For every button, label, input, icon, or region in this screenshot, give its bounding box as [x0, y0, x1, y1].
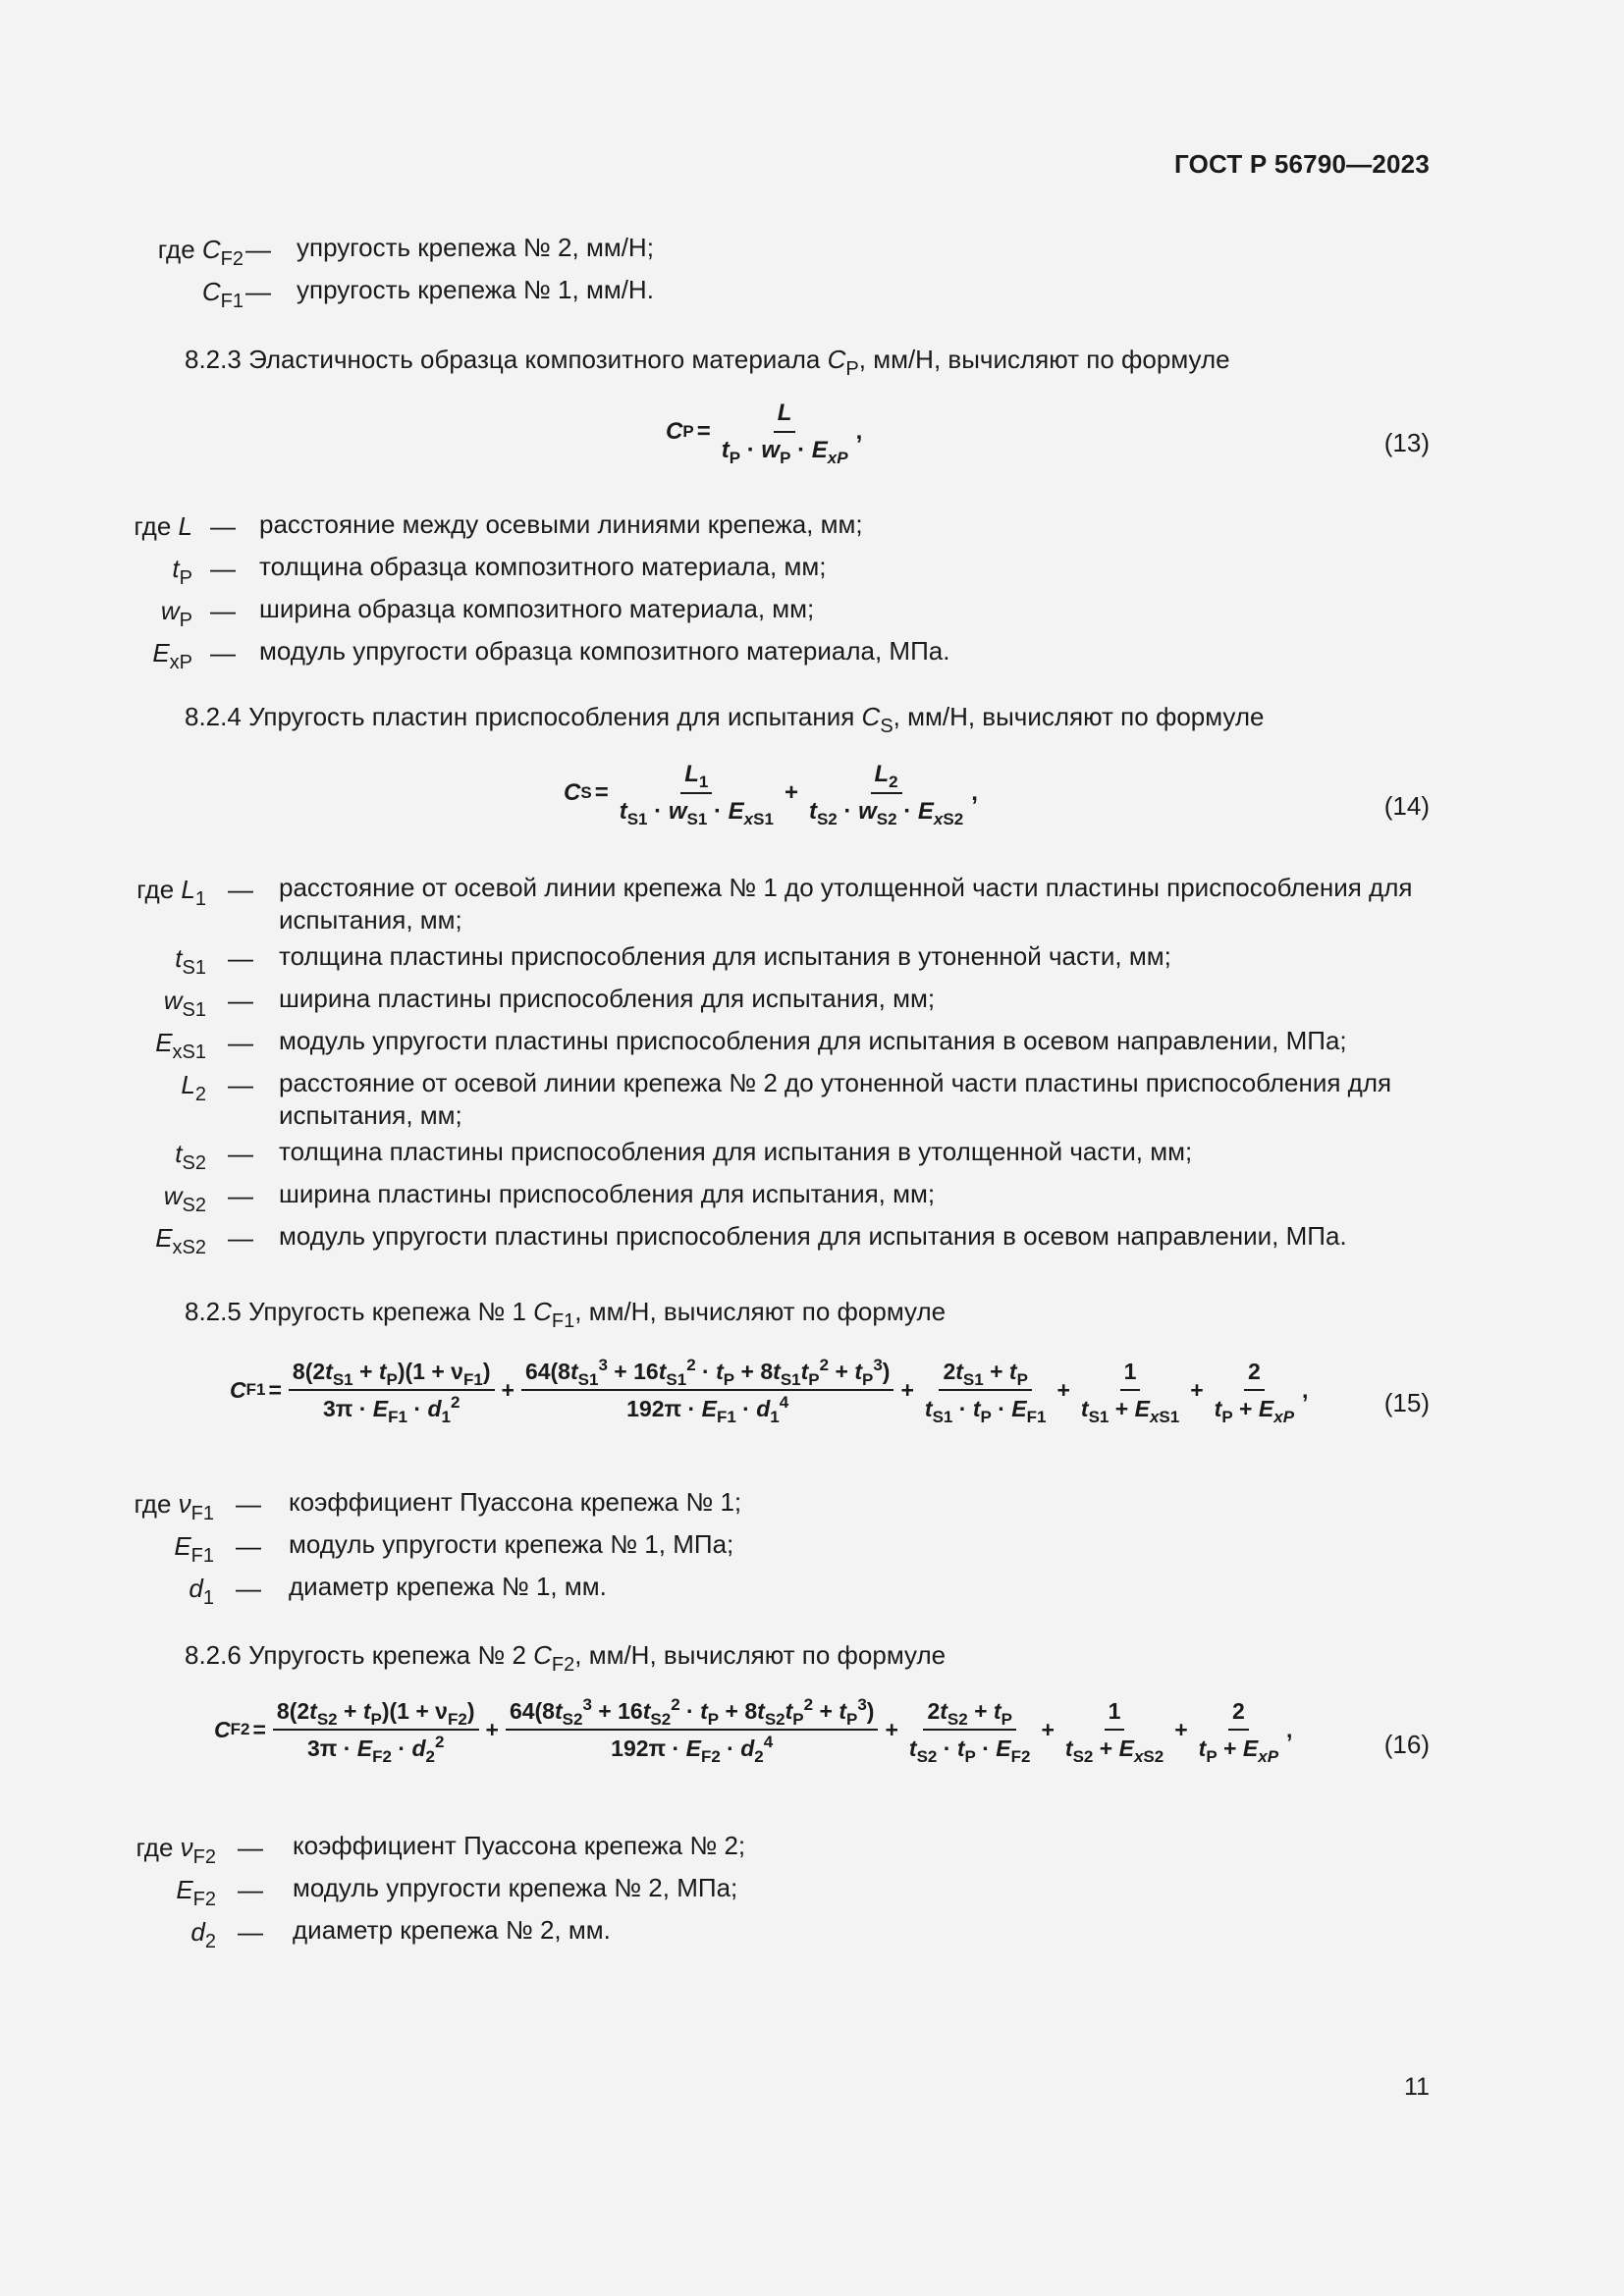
clause-8-2-6: [185, 1637, 1430, 1676]
symbol-subscript: 1: [202, 1587, 214, 1609]
definition-symbol: [126, 983, 206, 1021]
symbol-letter: ν: [180, 1833, 193, 1862]
definition-text: модуль упругости крепежа № 2, МПа;: [293, 1873, 738, 1902]
clause-text-after: , мм/Н, вычисляют по формуле: [574, 1640, 947, 1670]
definition-text: модуль упругости пластины приспособления для испытания в осевом направлении, МПа.: [279, 1221, 1347, 1251]
clause-symbol: C: [827, 345, 846, 374]
definition-symbol: [126, 1136, 206, 1174]
definition-prefix: где: [134, 1489, 179, 1519]
symbol-letter: t: [175, 943, 183, 973]
definition-symbol: [126, 1486, 214, 1522]
definition-dash: —: [210, 511, 236, 541]
definition-prefix: где: [157, 235, 202, 264]
clause-number: 8.2.3: [185, 345, 242, 374]
definition-list-e: [126, 1830, 1430, 1956]
symbol-subscript: F1: [220, 291, 244, 312]
definition-text: упругость крепежа № 1, мм/Н.: [297, 275, 654, 304]
symbol-letter: t: [172, 554, 180, 583]
clause-8-2-3: [185, 342, 1430, 380]
definition-symbol: [126, 1220, 206, 1258]
symbol-letter: C: [201, 277, 221, 306]
definition-dash: —: [245, 277, 271, 306]
definition-item: [126, 1914, 1430, 1956]
definition-dash: —: [238, 1917, 263, 1947]
definition-item: [126, 508, 1430, 551]
symbol-subscript: S2: [182, 1195, 206, 1216]
definition-item: [126, 1067, 1430, 1136]
definition-dash: —: [238, 1833, 263, 1862]
definition-symbol: [126, 508, 192, 544]
definition-symbol: [126, 940, 206, 979]
symbol-letter: C: [201, 235, 221, 264]
definition-text: расстояние между осевыми линиями крепежа, мм;: [259, 509, 863, 539]
symbol-letter: E: [155, 1028, 173, 1057]
definition-symbol: [126, 593, 192, 631]
symbol-subscript: 2: [204, 1931, 216, 1952]
definition-dash: —: [210, 554, 236, 583]
definition-dash: —: [228, 1070, 253, 1099]
definition-item: [126, 593, 1430, 635]
definition-prefix: где: [136, 875, 182, 904]
symbol-letter: L: [181, 875, 195, 904]
definition-item: [126, 1872, 1430, 1914]
clause-text-after: , мм/Н, вычисляют по формуле: [858, 345, 1230, 374]
symbol-letter: ν: [178, 1489, 191, 1519]
symbol-subscript: F2: [192, 1889, 216, 1910]
definition-prefix: где: [134, 511, 179, 541]
formula-14: C S = $\frac{L_1}{t_{S1} \cdot w_{S1} \cdot E_{xS1}}$ + $\frac{L_2}{t_{S2} \cdot w_{S2} \cdot E_{xS2}}$ ,: [564, 761, 978, 828]
clause-text-before: Эластичность образца композитного материала: [248, 345, 828, 374]
symbol-letter: E: [176, 1875, 193, 1904]
equation-number-16: (16): [1383, 1730, 1430, 1759]
formula-16: C F2 = $\frac{8(2t_{S2} + t_P)(1 + \nu_{F2})}{3\pi \cdot E_{F2} \cdot d_2^2}$ + $\frac{64(8t_{S2}^3 + 16t_{S2}^2 \cdot t_P + 8t_{S2}t_P^2 + t_P^3)}{192\pi \cdot E_{F2} \cdot d_2^4}$ + $\frac{2t_{S2} + t_P}{t_{S2} \cdot t_P \cdot E_{F2}}$ + $\frac{1}{t_{S2} + E_{xS2}}$ + $\frac{2}{t_P + E_{xP}}$ ,: [214, 1695, 1293, 1766]
definition-symbol: [126, 635, 192, 673]
definition-dash: —: [245, 235, 271, 264]
clause-symbol: C: [533, 1297, 552, 1326]
equation-number-13: (13): [1383, 428, 1430, 457]
definition-text: диаметр крепежа № 1, мм.: [289, 1572, 607, 1601]
definition-symbol: [126, 551, 192, 589]
definition-dash: —: [236, 1489, 261, 1519]
definition-symbol: [126, 1872, 216, 1910]
definition-dash: —: [238, 1875, 263, 1904]
definition-dash: —: [236, 1531, 261, 1561]
symbol-letter: E: [155, 1223, 173, 1253]
symbol-subscript: S1: [182, 999, 206, 1021]
symbol-letter: L: [178, 511, 192, 541]
symbol-letter: t: [175, 1139, 183, 1168]
definition-item: [126, 1571, 1430, 1613]
equation-number-15: (15): [1383, 1388, 1430, 1417]
definition-dash: —: [228, 1223, 253, 1253]
definition-text: модуль упругости крепежа № 1, МПа;: [289, 1529, 734, 1559]
definition-text: толщина пластины приспособления для испытания в утоненной части, мм;: [279, 941, 1171, 971]
definition-dash: —: [228, 986, 253, 1015]
definition-prefix: где: [135, 1833, 181, 1862]
definition-dash: —: [236, 1574, 261, 1603]
definition-symbol: [126, 1914, 216, 1952]
symbol-subscript: S1: [182, 957, 206, 979]
definition-text: ширина пластины приспособления для испытания, мм;: [279, 984, 936, 1013]
clause-symbol: C: [861, 702, 881, 731]
symbol-letter: w: [160, 596, 180, 625]
symbol-subscript: F2: [220, 248, 244, 270]
definition-item: [126, 551, 1430, 593]
definition-text: коэффициент Пуассона крепежа № 1;: [289, 1487, 742, 1517]
symbol-subscript: 1: [194, 888, 206, 910]
clause-number: 8.2.5: [185, 1297, 242, 1326]
symbol-letter: L: [181, 1070, 195, 1099]
definition-symbol: [126, 1025, 206, 1063]
clause-number: 8.2.4: [185, 702, 242, 731]
definition-symbol: [126, 274, 244, 312]
definition-text: диаметр крепежа № 2, мм.: [293, 1915, 611, 1945]
definition-item: [126, 232, 1430, 274]
symbol-subscript: xP: [169, 652, 192, 673]
definition-dash: —: [228, 1028, 253, 1057]
definition-item: [126, 1025, 1430, 1067]
definition-symbol: [126, 1178, 206, 1216]
definition-item: [126, 1136, 1430, 1178]
definition-item: [126, 983, 1430, 1025]
definition-symbol: [126, 232, 244, 270]
clause-symbol-sub: F1: [551, 1310, 575, 1332]
definition-list-c: [126, 872, 1430, 1262]
symbol-letter: d: [189, 1574, 203, 1603]
clause-symbol: C: [533, 1640, 552, 1670]
symbol-subscript: F2: [192, 1846, 216, 1868]
definition-list-a: [126, 232, 1430, 316]
clause-text-before: Упругость крепежа № 1: [248, 1297, 534, 1326]
symbol-subscript: F1: [190, 1503, 214, 1524]
definition-item: [126, 1528, 1430, 1571]
symbol-subscript: F1: [190, 1545, 214, 1567]
definition-text: упругость крепежа № 2, мм/Н;: [297, 233, 654, 262]
definition-text: расстояние от осевой линии крепежа № 2 до утоненной части пластины приспособления для испытания, мм;: [279, 1068, 1392, 1130]
definition-text: коэффициент Пуассона крепежа № 2;: [293, 1831, 746, 1860]
formula-15: C F1 = $\frac{8(2t_{S1} + t_P)(1 + \nu_{F1})}{3\pi \cdot E_{F1} \cdot d_1^2}$ + $\frac{64(8t_{S1}^3 + 16t_{S1}^2 \cdot t_P + 8t_{S1}t_P^2 + t_P^3)}{192\pi \cdot E_{F1} \cdot d_1^4}$ + $\frac{2t_{S1} + t_P}{t_{S1} \cdot t_P \cdot E_{F1}}$ + $\frac{1}{t_{S1} + E_{xS1}}$ + $\frac{2}{t_P + E_{xP}}$ ,: [230, 1356, 1309, 1426]
definition-dash: —: [228, 1139, 253, 1168]
definition-dash: —: [228, 1181, 253, 1210]
definition-text: модуль упругости пластины приспособления для испытания в осевом направлении, МПа;: [279, 1026, 1347, 1055]
symbol-subscript: xS2: [172, 1237, 206, 1258]
formula-13: C P = $\frac{L}{t_P \cdot w_P \cdot E_{xP}}$ ,: [666, 400, 863, 467]
definition-list-b: [126, 508, 1430, 677]
definition-item: [126, 872, 1430, 940]
symbol-letter: w: [163, 1181, 183, 1210]
definition-item: [126, 940, 1430, 983]
symbol-letter: d: [190, 1917, 205, 1947]
clause-text-after: , мм/Н, вычисляют по формуле: [893, 702, 1265, 731]
definition-text: модуль упругости образца композитного материала, МПа.: [259, 636, 950, 666]
symbol-subscript: 2: [194, 1084, 206, 1105]
page-number: 11: [1404, 2073, 1430, 2101]
definition-item: [126, 1486, 1430, 1528]
clause-text-after: , мм/Н, вычисляют по формуле: [574, 1297, 947, 1326]
definition-text: расстояние от осевой линии крепежа № 1 до утолщенной части пластины приспособления для испытания, мм;: [279, 873, 1413, 934]
clause-number: 8.2.6: [185, 1640, 242, 1670]
symbol-letter: w: [163, 986, 183, 1015]
definition-symbol: [126, 1830, 216, 1868]
clause-symbol-sub: P: [845, 358, 859, 380]
definition-text: толщина пластины приспособления для испытания в утолщенной части, мм;: [279, 1137, 1193, 1166]
definition-symbol: [126, 1571, 214, 1609]
document-header: ГОСТ Р 56790—2023: [1174, 149, 1430, 179]
definition-symbol: [126, 1528, 214, 1567]
definition-item: [126, 1178, 1430, 1220]
clause-8-2-5: [185, 1294, 1430, 1332]
clause-8-2-4: [185, 699, 1430, 737]
definition-symbol: [126, 872, 206, 910]
definition-dash: —: [228, 943, 253, 973]
clause-symbol-sub: S: [880, 716, 893, 737]
symbol-subscript: P: [179, 567, 192, 589]
clause-text-before: Упругость пластин приспособления для испытания: [248, 702, 862, 731]
symbol-subscript: S2: [182, 1152, 206, 1174]
symbol-subscript: P: [179, 610, 192, 631]
definition-item: [126, 1830, 1430, 1872]
equation-number-14: (14): [1383, 791, 1430, 821]
symbol-subscript: xS1: [172, 1041, 206, 1063]
definition-dash: —: [210, 638, 236, 667]
definition-dash: —: [210, 596, 236, 625]
definition-item: [126, 274, 1430, 316]
definition-list-d: [126, 1486, 1430, 1613]
symbol-letter: E: [174, 1531, 191, 1561]
definition-item: [126, 1220, 1430, 1262]
definition-text: толщина образца композитного материала, мм;: [259, 552, 827, 581]
definition-item: [126, 635, 1430, 677]
clause-symbol-sub: F2: [551, 1654, 575, 1676]
definition-symbol: [126, 1067, 206, 1105]
clause-text-before: Упругость крепежа № 2: [248, 1640, 534, 1670]
symbol-letter: E: [152, 638, 170, 667]
definition-dash: —: [228, 875, 253, 904]
definition-text: ширина пластины приспособления для испытания, мм;: [279, 1179, 936, 1208]
definition-text: ширина образца композитного материала, мм;: [259, 594, 815, 623]
